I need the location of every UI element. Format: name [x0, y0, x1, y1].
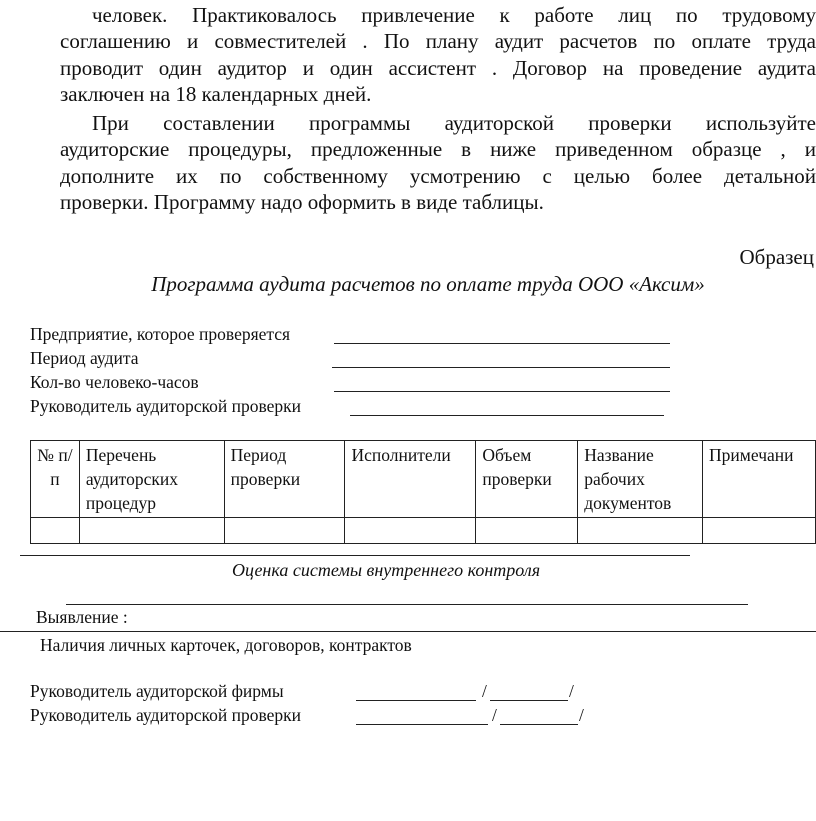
instruction-line: проверки. Программу надо оформить в виде таблицы. [60, 190, 544, 215]
header-procedures: Перечень аудиторских процедур [79, 441, 224, 518]
table-cell[interactable] [578, 518, 703, 544]
detection-item: Наличия личных карточек, договоров, контрактов [40, 635, 412, 655]
divider-line [66, 604, 748, 605]
field-manager-label: Руководитель аудиторской проверки [30, 396, 302, 416]
signature-manager-separator: / [492, 705, 497, 725]
divider-line [0, 631, 816, 632]
signature-firm-label: Руководитель аудиторской фирмы [30, 681, 284, 701]
signature-firm-separator: / [569, 681, 574, 701]
sample-label: Образец [739, 245, 814, 269]
field-period-line[interactable] [332, 367, 670, 368]
intro-line: заключен на 18 календарных дней. [60, 82, 372, 107]
table-cell[interactable] [345, 518, 476, 544]
instruction-paragraph [60, 110, 816, 216]
signature-manager-label: Руководитель аудиторской проверки [30, 705, 302, 725]
field-period-label: Период аудита [30, 348, 139, 368]
field-manhours-line[interactable] [334, 391, 670, 392]
signature-firm-line[interactable] [356, 700, 476, 701]
signature-manager-separator: / [579, 705, 584, 725]
intro-line: проводит один аудитор и один ассистент . Договор на проведение аудита [60, 55, 816, 80]
intro-paragraph [60, 2, 816, 108]
internal-control-heading: Оценка системы внутреннего контроля [232, 560, 541, 580]
field-manhours-label: Кол-во человеко-часов [30, 372, 199, 392]
instruction-line: дополните их по собственному усмотрению с целью более детальной [60, 163, 816, 188]
instruction-line: При составлении программы аудиторской проверки используйте [92, 111, 816, 135]
detection-label: Выявление : [36, 607, 128, 627]
field-enterprise-line[interactable] [334, 343, 670, 344]
field-manager-line[interactable] [350, 415, 664, 416]
table-cell[interactable] [31, 518, 80, 544]
signature-firm-name-line[interactable] [490, 700, 568, 701]
table-cell[interactable] [476, 518, 578, 544]
table-cell[interactable] [224, 518, 345, 544]
header-period: Период проверки [224, 441, 345, 518]
signature-manager-line[interactable] [356, 724, 488, 725]
instruction-line: аудиторские процедуры, предложенные в ниже приведенном образце , и [60, 137, 816, 162]
audit-program-table [30, 440, 816, 544]
header-notes: Примечани [703, 441, 816, 518]
header-volume: Объем проверки [476, 441, 578, 518]
header-executors: Исполнители [345, 441, 476, 518]
signature-firm-separator: / [482, 681, 487, 701]
table-cell[interactable] [703, 518, 816, 544]
program-title: Программа аудита расчетов по оплате труда ООО «Аксим» [151, 272, 705, 296]
intro-line: соглашению и совместителей . По плану аудит расчетов по оплате труда [60, 29, 816, 54]
divider-line [20, 555, 690, 556]
field-enterprise-label: Предприятие, которое проверяется [30, 324, 291, 344]
table-cell[interactable] [79, 518, 224, 544]
table-row [31, 518, 816, 544]
signature-manager-name-line[interactable] [500, 724, 578, 725]
table-header-row [31, 441, 816, 518]
header-documents: Название рабочих документов [578, 441, 703, 518]
intro-line: человек. Практиковалось привлечение к работе лиц по трудовому [92, 3, 816, 27]
header-number: № п/п [31, 441, 80, 518]
